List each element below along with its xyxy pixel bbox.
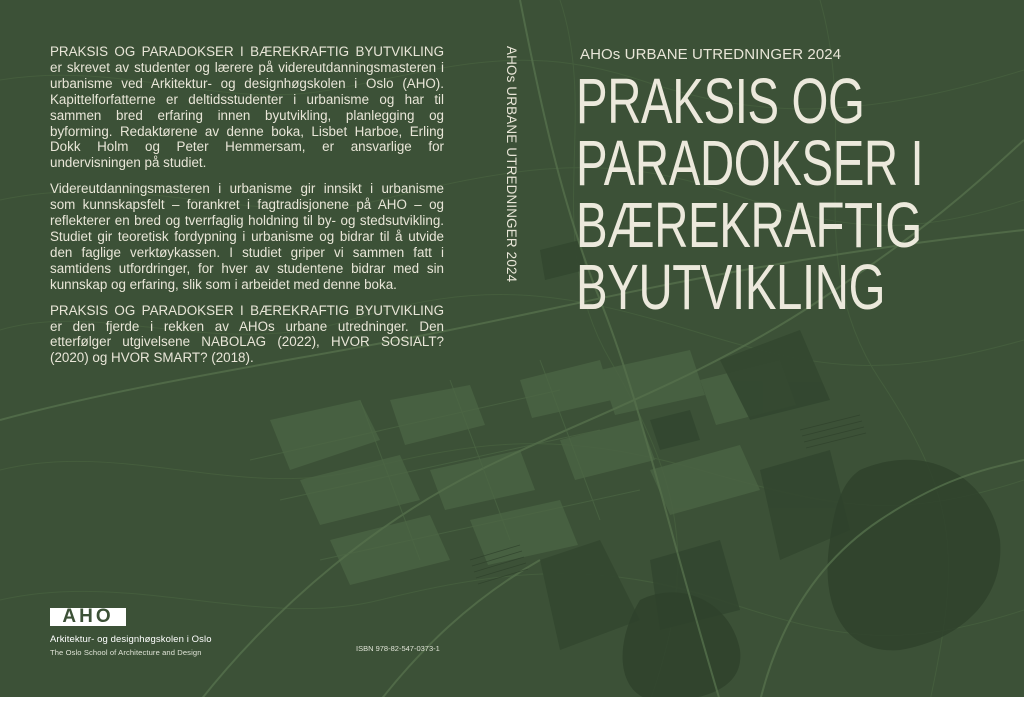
series-title: AHOs URBANE UTREDNINGER 2024 <box>580 46 842 63</box>
bottom-edge <box>0 697 1024 701</box>
title-line-3: BÆREKRAFTIG <box>576 189 922 261</box>
logo-institution-english: The Oslo School of Architecture and Design <box>50 648 202 657</box>
title-line-2: PARADOKSER I <box>576 127 924 199</box>
spine-text: AHOs URBANE UTREDNINGER 2024 <box>504 46 519 283</box>
isbn: ISBN 978-82-547-0373-1 <box>356 644 440 653</box>
blurb-paragraph-2: Videreutdanningsmasteren i urbanisme gir innsikt i urbanisme som kunnskapsfelt – forankret i fagtradisjonene på AHO – og reflekterer en bred og tverrfaglig holdning til by- og stedsutvikling. Studiet gir teoretisk fordypning i urbanisme og bidrar til å utvide den faglige verktøykassen. I studiet griper vi sammen fatt i samtidens utfordringer, for hver av studentene bidrar med sin kunnskap og erfaring, slik som i arbeidet med denne boka. <box>50 181 444 292</box>
aho-logo <box>50 608 212 657</box>
back-cover-blurb <box>50 44 444 376</box>
blurb-paragraph-1: PRAKSIS OG PARADOKSER I BÆREKRAFTIG BYUTVIKLING er skrevet av studenter og lærere på videreutdanningsmasteren i urbanisme ved Arkitektur- og designhøgskolen i Oslo (AHO). Kapittelforfatterne er deltidsstudenter i urbanisme og har til sammen bred erfaring innen byutvikling, planlegging og byforming. Redaktørene av denne boka, Lisbet Harboe, Erling Dokk Holm og Peter Hemmersam, er ansvarlige for undervisningen på studiet. <box>50 44 444 171</box>
logo-institution-norwegian: Arkitektur- og designhøgskolen i Oslo <box>50 634 212 645</box>
spine <box>503 46 519 291</box>
title-line-4: BYUTVIKLING <box>576 251 886 323</box>
title-line-1: PRAKSIS OG <box>576 65 865 137</box>
blurb-paragraph-3: PRAKSIS OG PARADOKSER I BÆREKRAFTIG BYUTVIKLING er den fjerde i rekken av AHOs urbane utredninger. Den etterfølger utgivelsene NABOLAG (2022), HVOR SOSIALT? (2020) og HVOR SMART? (2018). <box>50 302 444 366</box>
book-title <box>576 65 924 323</box>
aho-logo-mark: AHO <box>50 608 126 626</box>
